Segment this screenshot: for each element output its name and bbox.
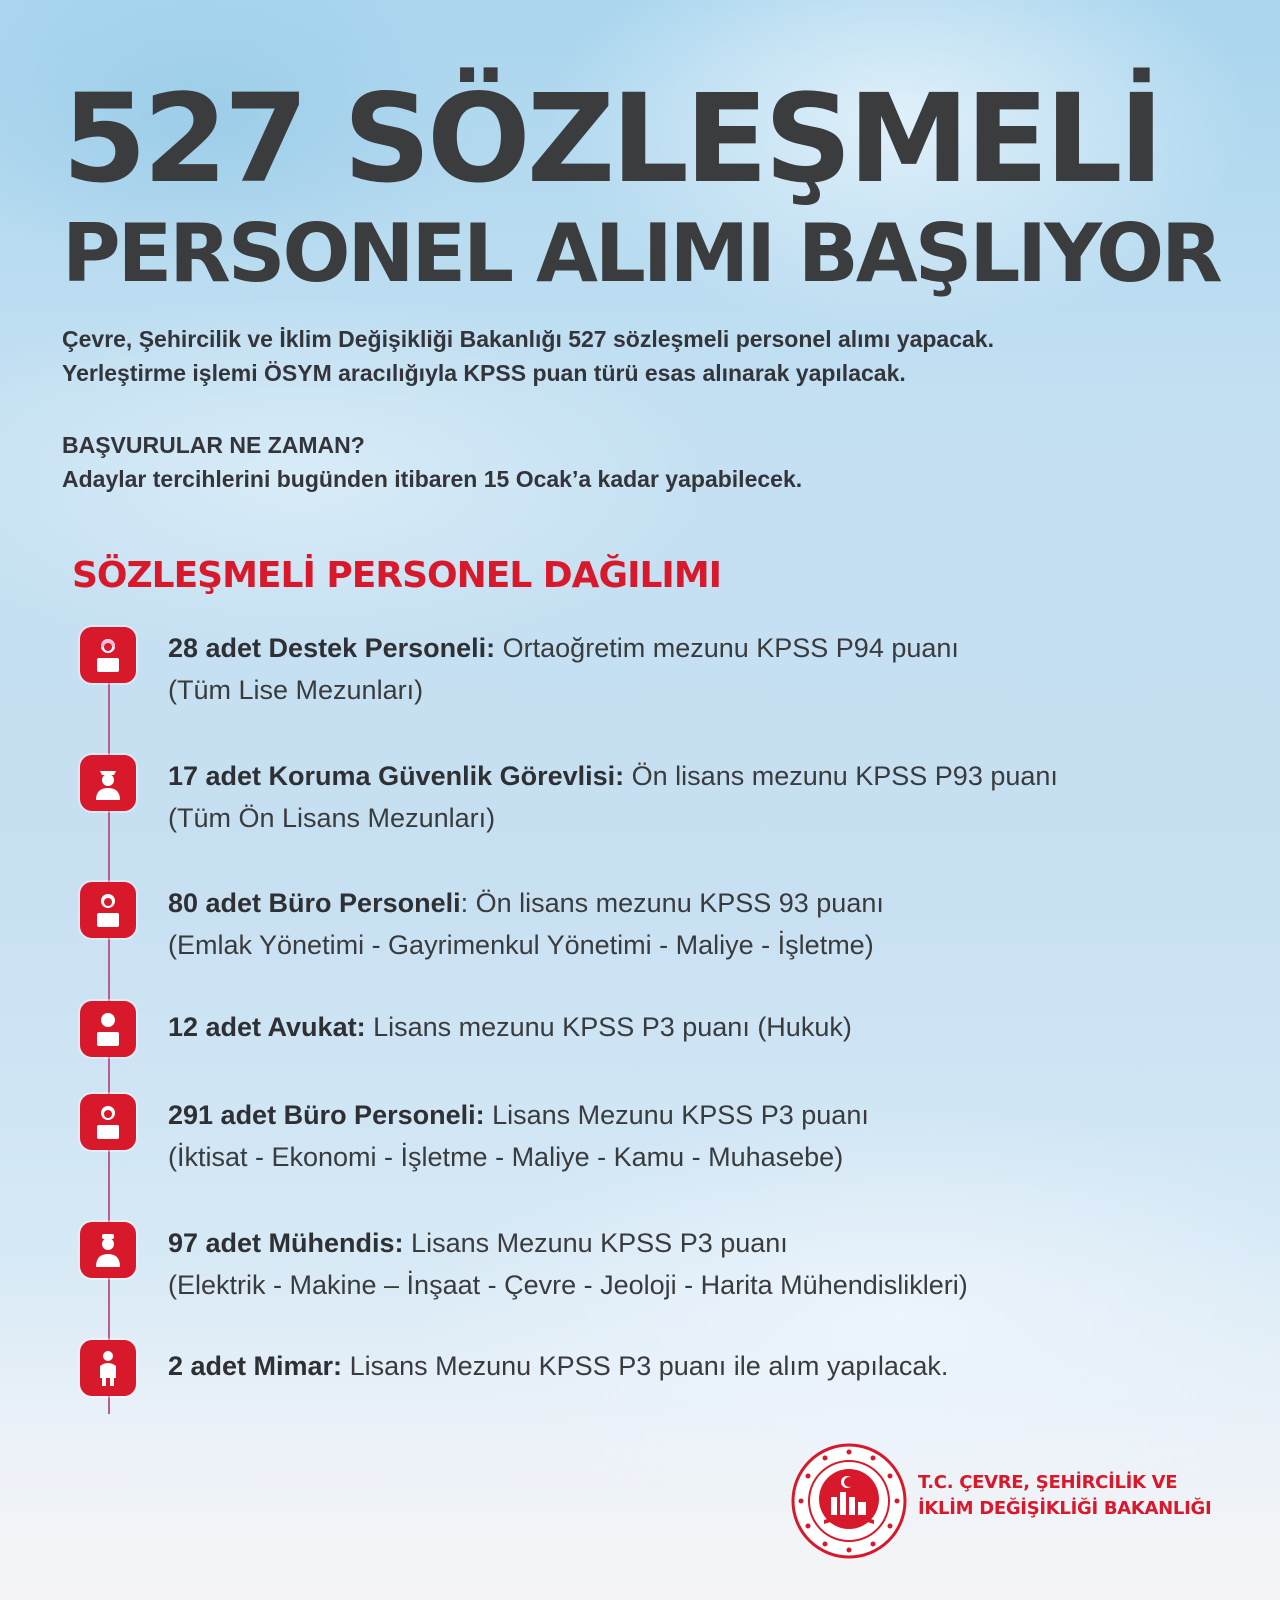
applications-block xyxy=(62,428,802,496)
ministry-emblem-icon xyxy=(790,1442,908,1560)
item-subline: (Tüm Lise Mezunları) xyxy=(168,675,424,705)
applications-text: Adaylar tercihlerini bugünden itibaren 15 Ocak’a kadar yapabilecek. xyxy=(62,466,803,492)
item-detail: Lisans Mezunu KPSS P3 puanı xyxy=(484,1100,869,1130)
item-detail: Ortaoğretim mezunu KPSS P94 puanı xyxy=(495,633,959,663)
item-detail: : Ön lisans mezunu KPSS 93 puanı xyxy=(460,888,884,918)
item-title: 28 adet Destek Personeli: xyxy=(168,633,496,663)
item-text xyxy=(168,1345,1208,1387)
item-detail: Ön lisans mezunu KPSS P93 puanı xyxy=(624,761,1058,791)
lawyer-icon xyxy=(80,1001,136,1057)
item-title: 17 adet Koruma Güvenlik Görevlisi: xyxy=(168,761,625,791)
item-subline: (Emlak Yönetimi - Gayrimenkul Yönetimi - Maliye - İşletme) xyxy=(168,930,874,960)
ministry-name-line-2: İKLİM DEĞİŞİKLİĞİ BAKANLIĞI xyxy=(918,1498,1212,1519)
item-title: 291 adet Büro Personeli: xyxy=(168,1100,485,1130)
item-title: 12 adet Avukat: xyxy=(168,1012,366,1042)
item-text xyxy=(168,1222,1208,1306)
item-title: 2 adet Mimar: xyxy=(168,1351,343,1381)
item-detail: Lisans Mezunu KPSS P3 puanı ile alım yapılacak. xyxy=(342,1351,949,1381)
intro-line-2: Yerleştirme işlemi ÖSYM aracılığıyla KPSS puan türü esas alınarak yapılacak. xyxy=(62,360,906,386)
office-staff-icon xyxy=(80,1094,136,1150)
item-text xyxy=(168,1094,1208,1178)
item-subline: (Tüm Ön Lisans Mezunları) xyxy=(168,803,496,833)
item-text xyxy=(168,627,1208,711)
ministry-name-line-1: T.C. ÇEVRE, ŞEHİRCİLİK VE xyxy=(918,1472,1178,1493)
item-detail: Lisans Mezunu KPSS P3 puanı xyxy=(403,1228,788,1258)
item-text xyxy=(168,882,1208,966)
intro-paragraph xyxy=(62,322,1222,390)
headline-line-1: 527 SÖZLEŞMELİ xyxy=(62,68,1160,210)
item-title: 80 adet Büro Personeli xyxy=(168,888,461,918)
item-detail: Lisans mezunu KPSS P3 puanı (Hukuk) xyxy=(365,1012,852,1042)
headline xyxy=(62,68,1220,300)
item-subline: (İktisat - Ekonomi - İşletme - Maliye - Kamu - Muhasebe) xyxy=(168,1142,844,1172)
item-title: 97 adet Mühendis: xyxy=(168,1228,404,1258)
architect-icon xyxy=(80,1340,136,1396)
distribution-title: SÖZLEŞMELİ PERSONEL DAĞILIMI xyxy=(72,555,722,596)
applications-heading: BAŞVURULAR NE ZAMAN? xyxy=(62,432,365,458)
item-text xyxy=(168,755,1208,839)
ministry-name xyxy=(918,1470,1211,1522)
item-text xyxy=(168,1006,1208,1048)
office-staff-icon xyxy=(80,882,136,938)
headline-line-2: PERSONEL ALIMI BAŞLIYOR xyxy=(62,207,1220,300)
security-guard-icon xyxy=(80,755,136,811)
intro-line-1: Çevre, Şehircilik ve İklim Değişikliği Bakanlığı 527 sözleşmeli personel alımı yapacak. xyxy=(62,326,994,352)
item-subline: (Elektrik - Makine – İnşaat - Çevre - Jeoloji - Harita Mühendislikleri) xyxy=(168,1270,968,1300)
support-staff-icon xyxy=(80,627,136,683)
engineer-icon xyxy=(80,1222,136,1278)
